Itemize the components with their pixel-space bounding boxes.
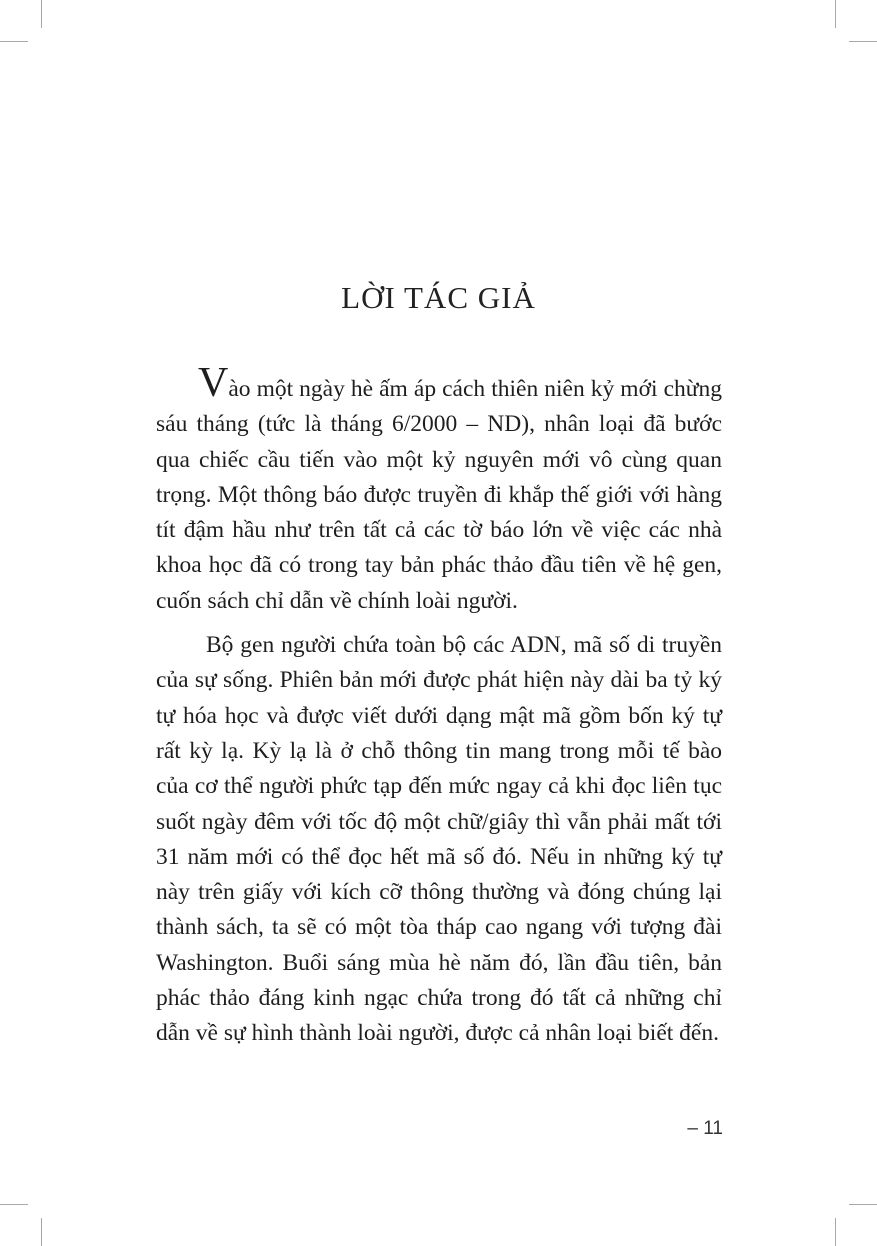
crop-mark-top-left-v <box>41 0 42 28</box>
paragraph-1 <box>156 360 722 619</box>
crop-mark-bottom-left-h <box>0 1204 28 1205</box>
crop-mark-top-right-v <box>835 0 836 28</box>
crop-mark-top-right-h <box>849 41 877 42</box>
paragraph-1-text: ào một ngày hè ấm áp cách thiên niên kỷ mới chừng sáu tháng (tức là tháng 6/2000 – ND), nhân loại đã bước qua chiếc cầu tiến vào một kỷ nguyên mới vô cùng quan trọng. Một thông báo được truyền đi khắp thế giới với hàng tít đậm hầu như trên tất cả các tờ báo lớn về việc các nhà khoa học đã có trong tay bản phác thảo đầu tiên về hệ gen, cuốn sách chỉ dẫn về chính loài người. <box>156 376 722 614</box>
crop-mark-top-left-h <box>0 41 28 42</box>
drop-cap: V <box>198 360 229 406</box>
page-number: – 11 <box>687 1118 723 1139</box>
page-title: LỜI TÁC GIẢ <box>341 280 536 315</box>
crop-mark-bottom-right-v <box>835 1218 836 1246</box>
body-text <box>156 360 722 1052</box>
crop-mark-bottom-left-v <box>41 1218 42 1246</box>
paragraph-2: Bộ gen người chứa toàn bộ các ADN, mã số di truyền của sự sống. Phiên bản mới được phát hiện này dài ba tỷ ký tự hóa học và được viết dưới dạng mật mã gồm bốn ký tự rất kỳ lạ. Kỳ lạ là ở chỗ thông tin mang trong mỗi tế bào của cơ thể người phức tạp đến mức ngay cả khi đọc liên tục suốt ngày đêm với tốc độ một chữ/giây thì vẫn phải mất tới 31 năm mới có thể đọc hết mã số đó. Nếu in những ký tự này trên giấy với kích cỡ thông thường và đóng chúng lại thành sách, ta sẽ có một tòa tháp cao ngang với tượng đài Washington. Buổi sáng mùa hè năm đó, lần đầu tiên, bản phác thảo đáng kinh ngạc chứa trong đó tất cả những chỉ dẫn về sự hình thành loài người, được cả nhân loại biết đến. <box>156 632 722 1047</box>
crop-mark-bottom-right-h <box>849 1204 877 1205</box>
